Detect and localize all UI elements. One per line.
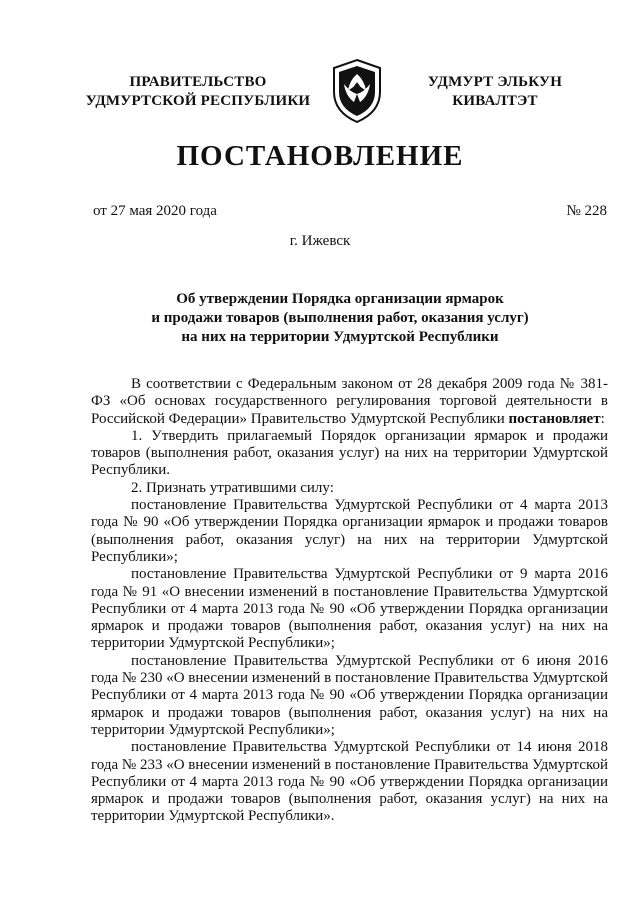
- paragraph-2: 2. Признать утратившими силу:: [131, 479, 334, 496]
- document-type: ПОСТАНОВЛЕНИЕ: [176, 140, 464, 172]
- intro-decree-word: постановляет: [508, 410, 601, 427]
- repealed-item-4: постановление Правительства Удмуртской Республики от 14 июня 2018 года № 233 «О внесении изменений в постановление Правительства Удмуртской Республики от 4 марта 2013 года № 90 «Об утверждении Порядка организации ярмарок и продажи товаров (выполнения работ, оказания услуг) на них на территории Удмуртской Республики».: [91, 739, 609, 825]
- document-title: [120, 290, 560, 347]
- repealed-item-3: постановление Правительства Удмуртской Республики от 6 июня 2016 года № 230 «О внесении изменений в постановление Правительства Удмуртской Республики от 4 марта 2013 года № 90 «Об утверждении Порядка организации ярмарок и продажи товаров (выполнения работ, оказания услуг) на них на территории Удмуртской Республики»;: [91, 652, 609, 738]
- government-name-udmurt-line2: КИВАЛТЭТ: [452, 93, 538, 109]
- government-name-udmurt-line1: УДМУРТ ЭЛЬКУН: [427, 74, 563, 90]
- intro-paragraph: [91, 376, 608, 428]
- document-body: [91, 376, 608, 826]
- document-city: г. Ижевск: [289, 233, 351, 249]
- document-date: от 27 мая 2020 года: [93, 203, 217, 219]
- government-name-line1: ПРАВИТЕЛЬСТВО: [129, 74, 267, 90]
- title-line1: Об утверждении Порядка организации ярмарок: [176, 291, 504, 307]
- repealed-item-2: постановление Правительства Удмуртской Республики от 9 марта 2016 года № 91 «О внесении изменений в постановление Правительства Удмуртской Республики от 4 марта 2013 года № 90 «Об утверждении Порядка организации ярмарок и продажи товаров (выполнения работ, оказания услуг) на них на территории Удмуртской Республики»;: [91, 566, 608, 652]
- government-name-russian: [78, 73, 318, 111]
- government-name-udmurt: [420, 73, 570, 111]
- document-number: № 228: [566, 203, 607, 219]
- intro-colon: :: [600, 410, 605, 427]
- repealed-item-1: постановление Правительства Удмуртской Республики от 4 марта 2013 года № 90 «Об утверждении Порядка организации ярмарок и продажи товаров (выполнения работ, оказания услуг) на них на территории Удмуртской Республики»;: [91, 497, 608, 565]
- title-line3: на них на территории Удмуртской Республики: [181, 329, 499, 345]
- government-name-line2: УДМУРТСКОЙ РЕСПУБЛИКИ: [85, 93, 311, 109]
- title-line2: и продажи товаров (выполнения работ, оказания услуг): [151, 310, 529, 326]
- coat-of-arms-icon: [330, 58, 384, 124]
- paragraph-1: 1. Утвердить прилагаемый Порядок организации ярмарок и продажи товаров (выполнения работ, оказания услуг) на них на территории Удмуртской Республики.: [91, 427, 608, 479]
- intro-text: В соответствии с Федеральным законом от 28 декабря 2009 года № 381-ФЗ «Об основах государственного регулирования торговой деятельности в Российской Федерации» Правительство Удмуртской Республики: [91, 376, 608, 427]
